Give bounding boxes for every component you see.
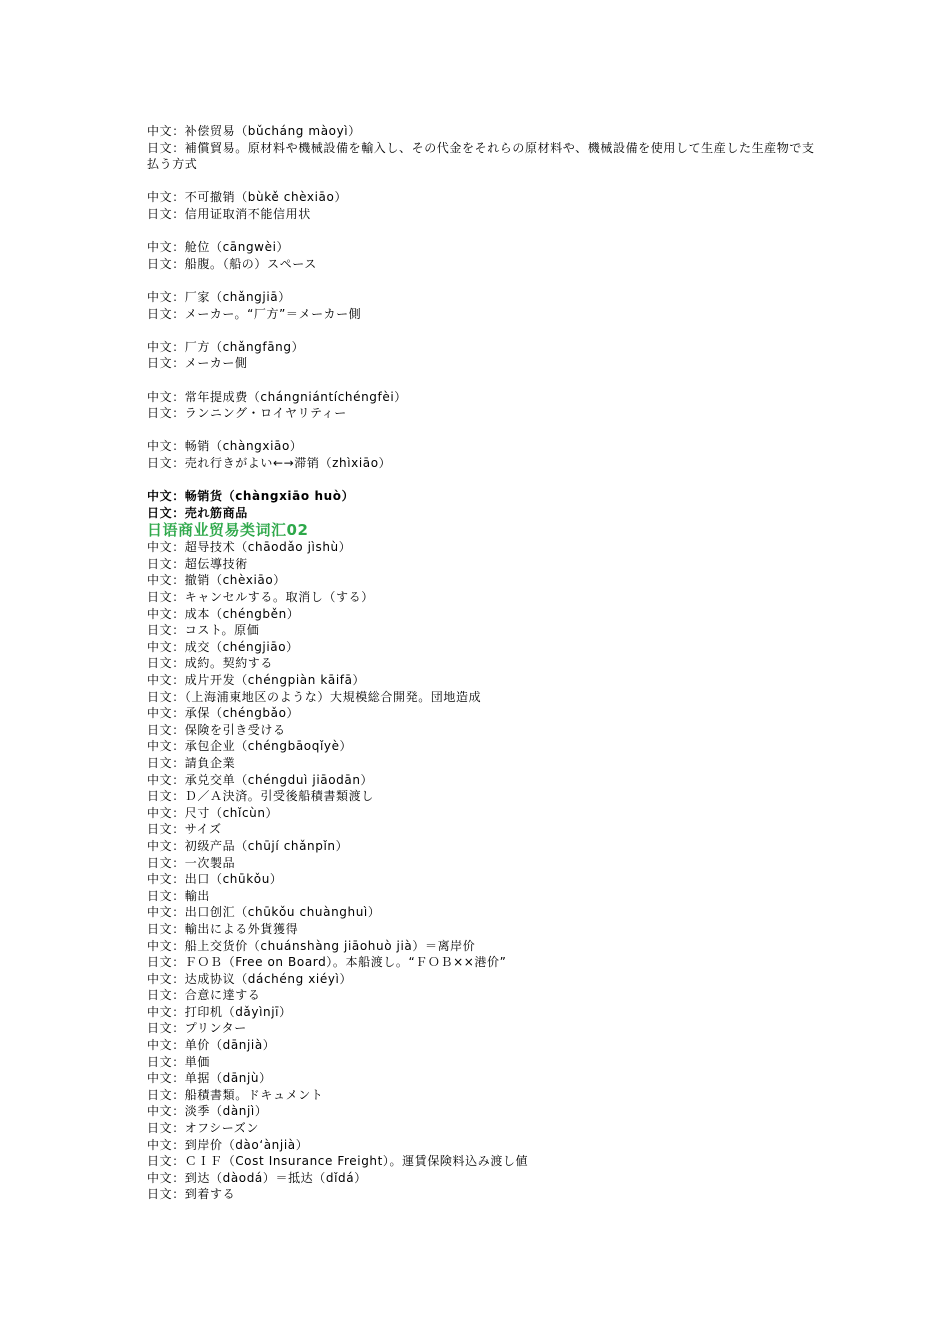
- japanese-definition: 日文：ランニング・ロイヤリティー: [147, 406, 347, 421]
- chinese-term: 中文：到岸价（dào‘ànjià）: [147, 1137, 309, 1152]
- chinese-term: 中文：出口创汇（chūkǒu chuànghuì）: [147, 905, 381, 920]
- japanese-definition: 日文：メーカー。“厂方”＝メーカー側: [147, 306, 362, 321]
- japanese-definition: 日文：補償貿易。原材料や機械設備を輸入し、その代金をそれらの原材料や、機械設備を使用して生産した生産物で支払う方式: [147, 140, 815, 172]
- chinese-term: 中文：尺寸（chǐcùn）: [147, 805, 279, 820]
- chinese-term: 中文：承保（chéngbǎo）: [147, 706, 300, 721]
- section-heading: 日语商业贸易类词汇02: [147, 521, 309, 540]
- chinese-term: 中文：成片开发（chéngpiàn kāifā）: [147, 673, 366, 687]
- chinese-term: 中文：成交（chéngjiāo）: [147, 639, 299, 654]
- chinese-term: 中文：畅销货（chàngxiāo huò）: [147, 489, 355, 504]
- chinese-term: 中文：常年提成费（chángniántíchéngfèi）: [147, 389, 407, 404]
- chinese-term: 中文：承包企业（chéngbāoqǐyè）: [147, 739, 353, 754]
- japanese-definition: 日文：Ｄ／Ａ決済。引受後船積書類渡し: [147, 789, 374, 804]
- japanese-definition: 日文：輸出による外貨獲得: [147, 921, 299, 936]
- chinese-term: 中文：承兑交单（chéngduì jiāodān）: [147, 772, 374, 787]
- chinese-term: 中文：初级产品（chūjí chǎnpǐn）: [147, 838, 349, 853]
- entry-group: [147, 123, 817, 173]
- entry-group-bold: [147, 488, 817, 521]
- japanese-definition: 日文：売れ筋商品: [147, 505, 248, 520]
- japanese-definition: 日文：単価: [147, 1054, 211, 1069]
- japanese-definition: 日文：船積書類。ドキュメント: [147, 1087, 324, 1102]
- japanese-definition: 日文：売れ行きがよい←→滞销（zhìxiāo）: [147, 455, 392, 470]
- chinese-term: 中文：补偿贸易（bǔcháng màoyì）: [147, 124, 361, 138]
- japanese-definition: 日文：オフシーズン: [147, 1121, 259, 1136]
- japanese-definition: 日文：コスト。原価: [147, 623, 260, 638]
- chinese-term: 中文：舱位（cāngwèi）: [147, 240, 290, 255]
- japanese-definition: 日文：到着する: [147, 1187, 236, 1202]
- japanese-definition: 日文：保険を引き受ける: [147, 722, 286, 737]
- chinese-term: 中文：撤销（chèxiāo）: [147, 573, 286, 588]
- chinese-term: 中文：厂方（chǎngfāng）: [147, 339, 305, 354]
- japanese-definition: 日文：（上海浦東地区のような）大規模総合開発。団地造成: [147, 689, 482, 704]
- entry-group: [147, 189, 817, 222]
- japanese-definition: 日文：ＣＩＦ（Cost Insurance Freight）。運賃保険料込み渡し値: [147, 1154, 529, 1169]
- japanese-definition: 日文：キャンセルする。取消し（する）: [147, 590, 374, 605]
- entry-group: [147, 438, 817, 471]
- japanese-definition: 日文：ＦＯＢ（Free on Board）。本船渡し。“ＦＯＢ××港价”: [147, 955, 507, 970]
- chinese-term: 中文：畅销（chàngxiāo）: [147, 439, 303, 454]
- japanese-definition: 日文：一次製品: [147, 855, 236, 870]
- vocabulary-list: [147, 539, 817, 1203]
- japanese-definition: 日文：輸出: [147, 888, 211, 903]
- chinese-term: 中文：超导技术（chāodǎo jìshù）: [147, 540, 352, 555]
- chinese-term: 中文：厂家（chǎngjiā）: [147, 289, 291, 304]
- japanese-definition: 日文：メーカー側: [147, 356, 248, 371]
- chinese-term: 中文：船上交货价（chuánshàng jiāohuò jià）＝离岸价: [147, 938, 476, 953]
- entry-group: [147, 389, 817, 422]
- chinese-term: 中文：淡季（dànjì）: [147, 1104, 268, 1119]
- entry-group: [147, 339, 817, 372]
- chinese-term: 中文：成本（chéngběn）: [147, 606, 300, 621]
- japanese-definition: 日文：成約。契約する: [147, 656, 274, 671]
- japanese-definition: 日文：請負企業: [147, 755, 236, 770]
- chinese-term: 中文：出口（chūkǒu）: [147, 872, 283, 887]
- japanese-definition: 日文：信用证取消不能信用状: [147, 206, 311, 221]
- chinese-term: 中文：单据（dānjù）: [147, 1071, 272, 1086]
- chinese-term: 中文：打印机（dǎyìnjī）: [147, 1004, 292, 1019]
- japanese-definition: 日文：合意に達する: [147, 988, 261, 1003]
- chinese-term: 中文：单价（dānjià）: [147, 1038, 276, 1053]
- japanese-definition: 日文：プリンター: [147, 1021, 247, 1036]
- japanese-definition: 日文：サイズ: [147, 822, 222, 837]
- chinese-term: 中文：到达（dàodá）＝抵达（dǐdá）: [147, 1170, 367, 1185]
- entry-group: [147, 289, 817, 322]
- document-body: [147, 123, 817, 1203]
- entry-group: [147, 239, 817, 272]
- japanese-definition: 日文：船腹。（船の）スペース: [147, 256, 317, 271]
- chinese-term: 中文：达成协议（dáchéng xiéyì）: [147, 971, 353, 986]
- japanese-definition: 日文：超伝導技術: [147, 556, 248, 571]
- chinese-term: 中文：不可撤销（bùkě chèxiāo）: [147, 190, 348, 205]
